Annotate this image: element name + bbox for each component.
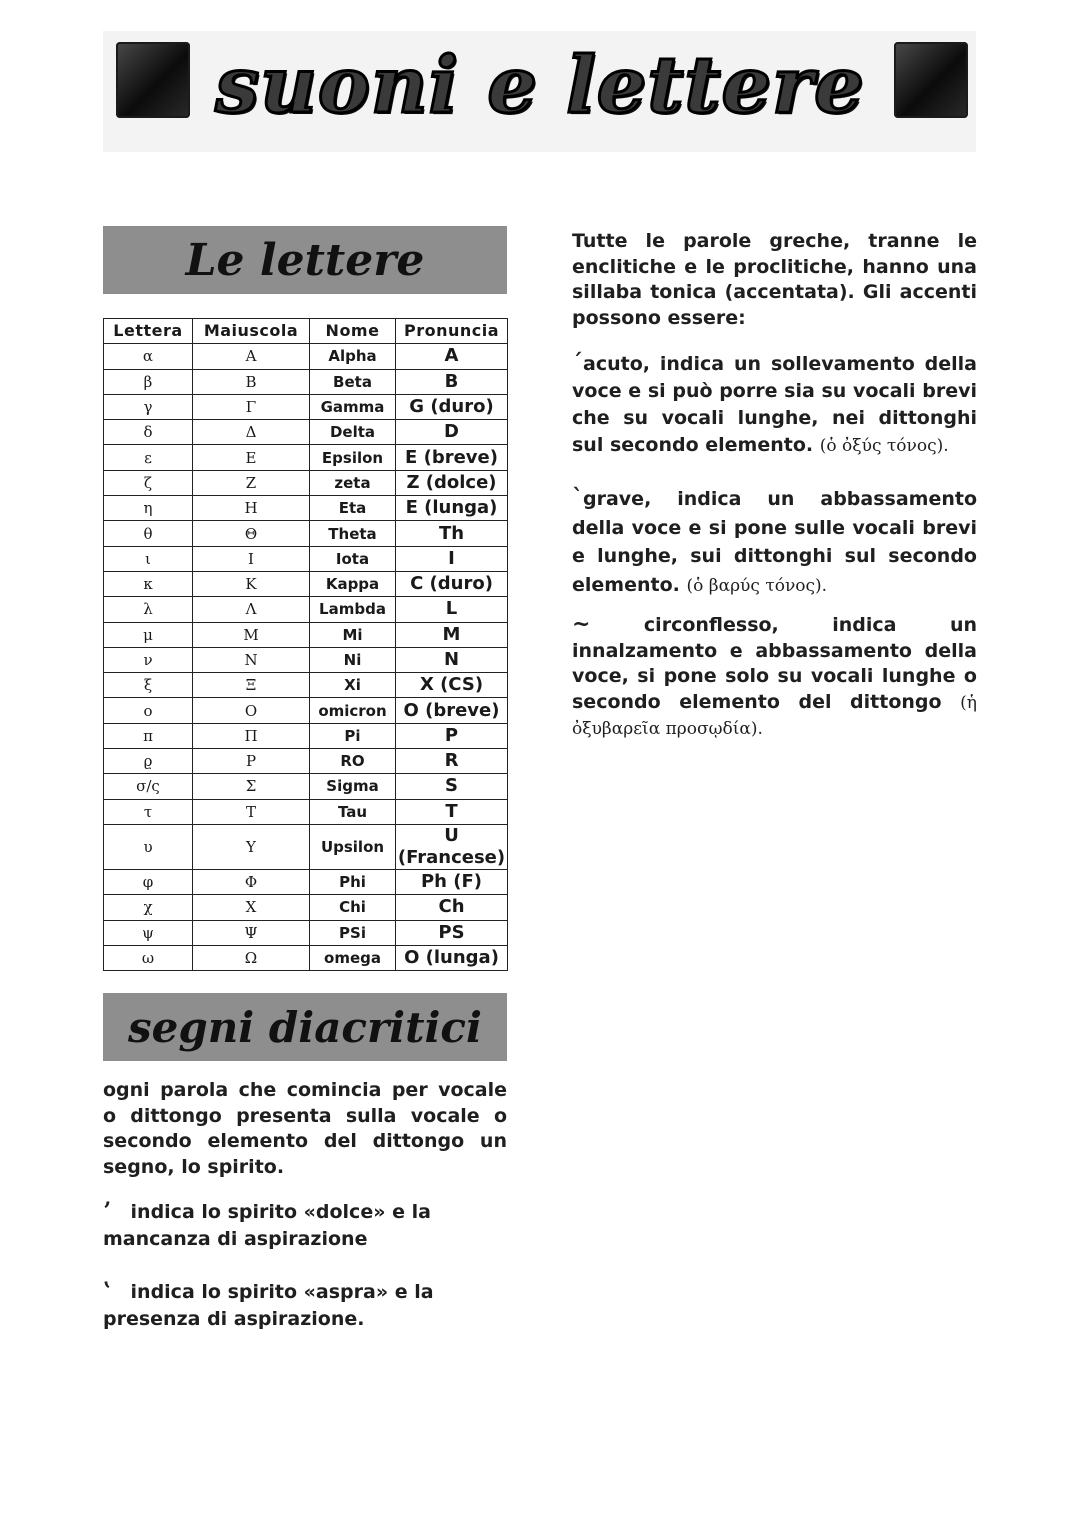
acute-accent-mark: ´ (572, 350, 583, 376)
cell-name: Ni (310, 647, 396, 672)
spirito-aspro-text: indica lo spirito «aspra» e la presenza di aspirazione. (103, 1281, 434, 1330)
cell-lowercase: π (104, 723, 193, 748)
table-row (104, 445, 508, 470)
cell-pronunciation: M (396, 622, 508, 647)
header-pronuncia: Pronuncia (396, 319, 508, 344)
header-lettera: Lettera (104, 319, 193, 344)
table-row (104, 673, 508, 698)
table-row (104, 521, 508, 546)
cell-name: Delta (310, 420, 396, 445)
circumflex-accent-mark: ~ (572, 611, 591, 637)
cell-lowercase: γ (104, 394, 193, 419)
cell-uppercase: Δ (193, 420, 310, 445)
cell-name: Lambda (310, 597, 396, 622)
cell-lowercase: υ (104, 824, 193, 869)
cell-lowercase: δ (104, 420, 193, 445)
table-row (104, 945, 508, 970)
cell-pronunciation: B (396, 369, 508, 394)
cell-lowercase: χ (104, 895, 193, 920)
cell-uppercase: Τ (193, 799, 310, 824)
section-title-lettere: Le lettere (103, 226, 507, 294)
cell-name: omega (310, 945, 396, 970)
diacritici-intro: ogni parola che comincia per vocale o dittongo presenta sulla vocale o secondo elemento del dittongo un segno, lo spirito. (103, 1079, 507, 1178)
table-row (104, 470, 508, 495)
cell-name: Sigma (310, 774, 396, 799)
table-row (104, 546, 508, 571)
cell-name: Epsilon (310, 445, 396, 470)
table-row (104, 344, 508, 369)
cell-uppercase: Ρ (193, 749, 310, 774)
spirito-dolce-paragraph (103, 1198, 513, 1253)
cell-uppercase: Β (193, 369, 310, 394)
cell-uppercase: Θ (193, 521, 310, 546)
cell-name: Mi (310, 622, 396, 647)
table-row (104, 723, 508, 748)
cell-lowercase: τ (104, 799, 193, 824)
greek-alphabet-table (103, 318, 508, 971)
spirito-dolce-text: indica lo spirito «dolce» e la mancanza di aspirazione (103, 1201, 431, 1250)
cell-uppercase: Χ (193, 895, 310, 920)
cell-uppercase: Α (193, 344, 310, 369)
table-row (104, 869, 508, 894)
table-row (104, 420, 508, 445)
cell-lowercase: μ (104, 622, 193, 647)
table-row (104, 647, 508, 672)
cell-pronunciation: Th (396, 521, 508, 546)
cell-lowercase: η (104, 496, 193, 521)
decorative-square-right (894, 42, 968, 118)
cell-uppercase: Ζ (193, 470, 310, 495)
table-row (104, 369, 508, 394)
cell-name: Eta (310, 496, 396, 521)
cell-uppercase: Κ (193, 571, 310, 596)
accento-acuto-paragraph (572, 350, 977, 460)
cell-name: RO (310, 749, 396, 774)
header-maiuscola: Maiuscola (193, 319, 310, 344)
header-nome: Nome (310, 319, 396, 344)
cell-uppercase: Γ (193, 394, 310, 419)
cell-pronunciation: PS (396, 920, 508, 945)
cell-name: Theta (310, 521, 396, 546)
section-title-diacritici: segni diacritici (103, 993, 507, 1061)
cell-name: Tau (310, 799, 396, 824)
table-row (104, 597, 508, 622)
cell-name: PSi (310, 920, 396, 945)
spirito-aspro-mark: ʽ (103, 1278, 111, 1304)
cell-lowercase: ο (104, 698, 193, 723)
table-row (104, 749, 508, 774)
cell-name: Alpha (310, 344, 396, 369)
cell-uppercase: Π (193, 723, 310, 748)
cell-uppercase: Ν (193, 647, 310, 672)
cell-uppercase: Φ (193, 869, 310, 894)
cell-pronunciation: E (lunga) (396, 496, 508, 521)
cell-lowercase: α (104, 344, 193, 369)
cell-pronunciation: O (lunga) (396, 945, 508, 970)
cell-lowercase: κ (104, 571, 193, 596)
table-header-row (104, 319, 508, 344)
cell-name: Xi (310, 673, 396, 698)
table-row (104, 799, 508, 824)
cell-pronunciation: E (breve) (396, 445, 508, 470)
cell-lowercase: φ (104, 869, 193, 894)
cell-pronunciation: G (duro) (396, 394, 508, 419)
cell-lowercase: ν (104, 647, 193, 672)
cell-uppercase: Υ (193, 824, 310, 869)
table-row (104, 698, 508, 723)
accento-grave-paragraph (572, 484, 977, 600)
table-row (104, 920, 508, 945)
table-row (104, 571, 508, 596)
cell-name: Kappa (310, 571, 396, 596)
cell-lowercase: ξ (104, 673, 193, 698)
cell-pronunciation: N (396, 647, 508, 672)
cell-lowercase: ψ (104, 920, 193, 945)
table-row (104, 394, 508, 419)
cell-uppercase: Ψ (193, 920, 310, 945)
cell-lowercase: ζ (104, 470, 193, 495)
cell-lowercase: β (104, 369, 193, 394)
cell-pronunciation: T (396, 799, 508, 824)
cell-name: Chi (310, 895, 396, 920)
cell-lowercase: ω (104, 945, 193, 970)
cell-uppercase: Η (193, 496, 310, 521)
cell-uppercase: Ω (193, 945, 310, 970)
table-row (104, 824, 508, 869)
cell-pronunciation: I (396, 546, 508, 571)
cell-uppercase: Ε (193, 445, 310, 470)
spirito-dolce-mark: ʼ (103, 1198, 111, 1224)
cell-lowercase: σ/ς (104, 774, 193, 799)
cell-uppercase: Μ (193, 622, 310, 647)
cell-pronunciation: D (396, 420, 508, 445)
cell-lowercase: λ (104, 597, 193, 622)
cell-pronunciation: S (396, 774, 508, 799)
decorative-square-left (116, 42, 190, 118)
accento-acuto-text: acuto, indica un sollevamento della voce e si può porre sia su vocali brevi che su vocali lunghe, nei dittonghi sul secondo elemento. (572, 353, 977, 456)
cell-pronunciation: Z (dolce) (396, 470, 508, 495)
cell-lowercase: ε (104, 445, 193, 470)
cell-lowercase: ϱ (104, 749, 193, 774)
cell-pronunciation: U (Francese) (396, 824, 508, 869)
cell-name: Iota (310, 546, 396, 571)
accento-circonflesso-paragraph (572, 612, 977, 743)
accento-acuto-greek: (ὁ ὀξύς τόνος). (819, 436, 949, 456)
cell-name: zeta (310, 470, 396, 495)
cell-lowercase: θ (104, 521, 193, 546)
cell-name: Pi (310, 723, 396, 748)
cell-name: Upsilon (310, 824, 396, 869)
cell-pronunciation: L (396, 597, 508, 622)
cell-name: Phi (310, 869, 396, 894)
grave-accent-mark: ` (572, 485, 583, 511)
cell-pronunciation: O (breve) (396, 698, 508, 723)
cell-uppercase: Λ (193, 597, 310, 622)
cell-pronunciation: A (396, 344, 508, 369)
accento-circonflesso-greek: (ἡ ὀξυβαρεῖα προσῳδία). (572, 692, 977, 739)
cell-lowercase: ι (104, 546, 193, 571)
table-row (104, 774, 508, 799)
cell-name: omicron (310, 698, 396, 723)
cell-pronunciation: X (CS) (396, 673, 508, 698)
cell-pronunciation: Ph (F) (396, 869, 508, 894)
cell-pronunciation: Ch (396, 895, 508, 920)
cell-name: Beta (310, 369, 396, 394)
cell-pronunciation: R (396, 749, 508, 774)
table-row (104, 895, 508, 920)
cell-pronunciation: C (duro) (396, 571, 508, 596)
cell-pronunciation: P (396, 723, 508, 748)
cell-uppercase: Σ (193, 774, 310, 799)
accento-grave-text: grave, indica un abbassamento della voce e si pone sulle vocali brevi e lunghe, sui dittonghi sul secondo elemento. (572, 488, 977, 596)
spirito-aspro-paragraph (103, 1278, 513, 1333)
cell-uppercase: Ξ (193, 673, 310, 698)
accento-grave-greek: (ὁ βαρύς τόνος). (686, 575, 828, 596)
cell-uppercase: Ο (193, 698, 310, 723)
table-row (104, 622, 508, 647)
table-row (104, 496, 508, 521)
cell-name: Gamma (310, 394, 396, 419)
cell-uppercase: Ι (193, 546, 310, 571)
accento-circonflesso-text: circonflesso, indica un innalzamento e abbassamento della voce, si pone solo su vocali lunghe o secondo elemento del dittongo (572, 614, 977, 713)
page-title: suoni e lettere (215, 39, 865, 131)
accenti-intro: Tutte le parole greche, tranne le enclitiche e le proclitiche, hanno una sillaba tonica (accentata). Gli accenti possono essere: (572, 230, 977, 329)
